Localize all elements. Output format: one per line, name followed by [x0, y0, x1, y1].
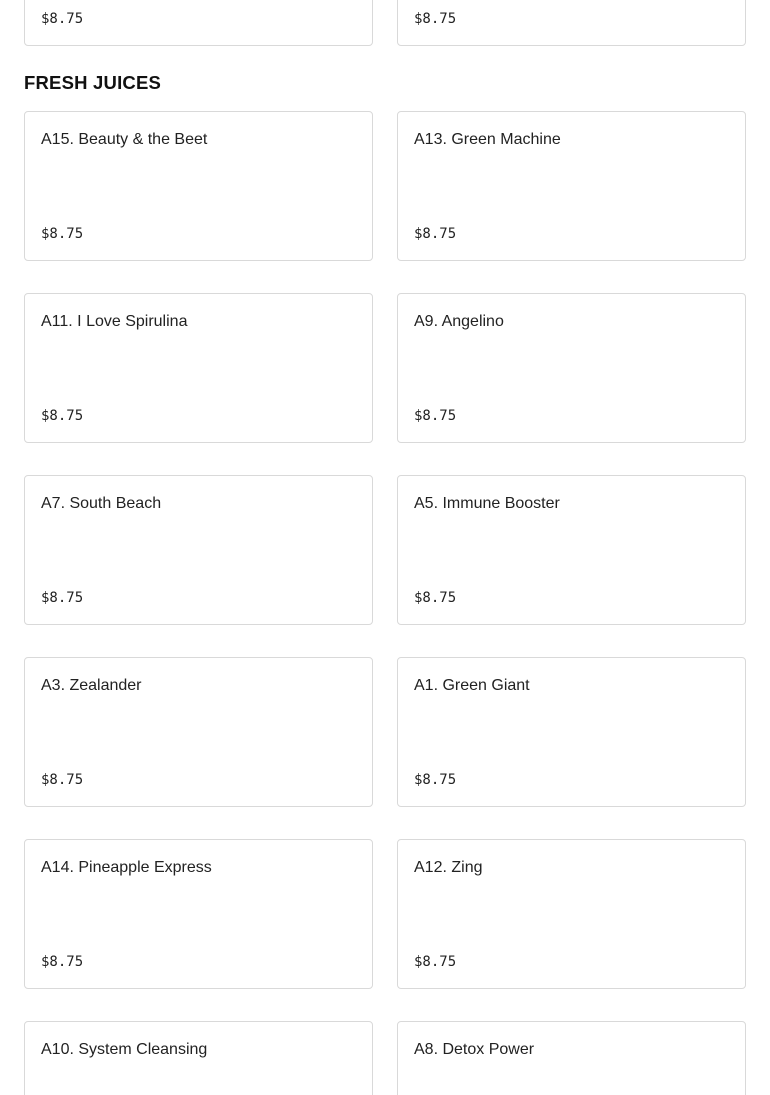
item-name: A7. South Beach — [41, 495, 162, 512]
item-name: A15. Beauty & the Beet — [41, 131, 208, 148]
menu-item-card[interactable] — [24, 293, 373, 443]
item-price: $8.75 — [41, 772, 84, 788]
item-price: $8.75 — [414, 11, 457, 27]
item-name: A12. Zing — [414, 859, 483, 876]
menu-item-card[interactable] — [397, 657, 746, 807]
item-price: $8.75 — [41, 954, 84, 970]
item-price: $8.75 — [41, 408, 84, 424]
menu-item-card[interactable] — [24, 1021, 373, 1095]
menu-item-card[interactable] — [397, 0, 746, 46]
menu-item-card[interactable] — [24, 839, 373, 989]
menu-item-card[interactable] — [397, 1021, 746, 1095]
item-name: A9. Angelino — [414, 313, 504, 330]
item-price: $8.75 — [414, 954, 457, 970]
item-name: A13. Green Machine — [414, 131, 561, 148]
item-price: $8.75 — [41, 11, 84, 27]
item-name: A3. Zealander — [41, 677, 142, 694]
menu-item-card[interactable] — [397, 293, 746, 443]
item-name: A10. System Cleansing — [41, 1041, 208, 1058]
item-name: A11. I Love Spirulina — [41, 313, 188, 330]
menu-item-card[interactable] — [24, 0, 373, 46]
item-name: A8. Detox Power — [414, 1041, 535, 1058]
menu-item-card[interactable] — [397, 475, 746, 625]
menu-item-card[interactable] — [24, 657, 373, 807]
item-price: $8.75 — [41, 226, 84, 242]
item-name: A14. Pineapple Express — [41, 859, 212, 876]
section-title: FRESH JUICES — [24, 72, 162, 93]
item-price: $8.75 — [414, 408, 457, 424]
item-name: A5. Immune Booster — [414, 495, 560, 512]
item-price: $8.75 — [41, 590, 84, 606]
item-price: $8.75 — [414, 772, 457, 788]
item-name: A1. Green Giant — [414, 677, 530, 694]
menu-item-card[interactable] — [24, 475, 373, 625]
item-price: $8.75 — [414, 590, 457, 606]
item-price: $8.75 — [414, 226, 457, 242]
menu-item-card[interactable] — [24, 111, 373, 261]
menu-item-card[interactable] — [397, 111, 746, 261]
menu-item-card[interactable] — [397, 839, 746, 989]
